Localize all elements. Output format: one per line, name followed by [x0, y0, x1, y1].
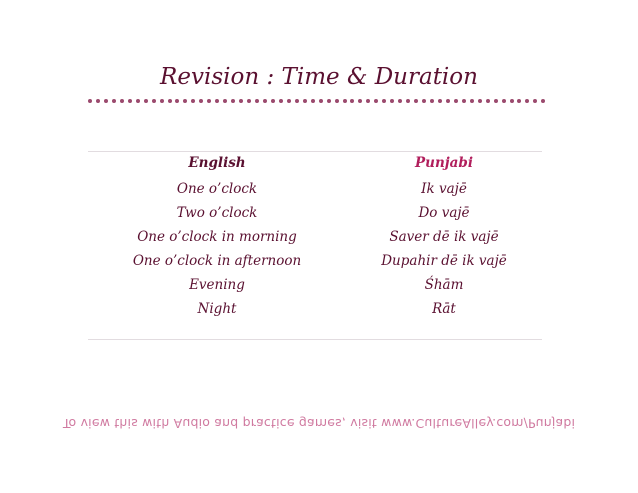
divider-dot	[271, 99, 275, 103]
divider-dot	[343, 99, 347, 103]
divider-dot	[215, 99, 219, 103]
divider-dot	[478, 99, 482, 103]
divider-dot	[358, 99, 362, 103]
cell-punjabi-6: Rāt	[432, 301, 456, 317]
divider-dot	[223, 99, 227, 103]
divider-dot	[168, 99, 172, 103]
cell-english-2: Two o’clock	[176, 205, 258, 221]
divider-dot	[303, 99, 307, 103]
divider-dot	[446, 99, 450, 103]
divider-dot	[319, 99, 323, 103]
divider-dot	[199, 99, 203, 103]
divider-dot	[104, 99, 108, 103]
table-top-rule	[88, 151, 542, 152]
divider-dot	[96, 99, 100, 103]
divider-dot	[533, 99, 537, 103]
divider-dot	[398, 99, 402, 103]
divider-dot	[239, 99, 243, 103]
dotted-divider	[88, 97, 546, 105]
cell-english-5: Evening	[189, 277, 245, 293]
divider-dot	[541, 99, 545, 103]
divider-dot	[438, 99, 442, 103]
cell-english-4: One o’clock in afternoon	[132, 253, 302, 269]
cell-punjabi-5: Śhām	[424, 277, 464, 293]
cell-punjabi-1: Ik vajē	[421, 181, 467, 197]
divider-dot	[231, 99, 235, 103]
cell-punjabi-2: Do vajē	[418, 205, 470, 221]
cell-english-3: One o’clock in morning	[137, 229, 297, 245]
divider-dot	[366, 99, 370, 103]
divider-dot	[430, 99, 434, 103]
cell-punjabi-3: Saver dē ik vajē	[389, 229, 499, 245]
header-punjabi: Punjabi	[415, 155, 473, 171]
divider-dot	[279, 99, 283, 103]
cell-english-6: Night	[197, 301, 237, 317]
divider-dot	[494, 99, 498, 103]
divider-dot	[263, 99, 267, 103]
table-bottom-rule	[88, 339, 542, 340]
divider-dot	[406, 99, 410, 103]
divider-dot	[454, 99, 458, 103]
divider-dot	[502, 99, 506, 103]
divider-dot	[136, 99, 140, 103]
divider-dot	[374, 99, 378, 103]
divider-dot	[327, 99, 331, 103]
divider-dot	[382, 99, 386, 103]
divider-dot	[247, 99, 251, 103]
divider-dot	[390, 99, 394, 103]
divider-dot	[207, 99, 211, 103]
divider-dot	[517, 99, 521, 103]
divider-dot	[486, 99, 490, 103]
divider-dot	[128, 99, 132, 103]
divider-dot	[144, 99, 148, 103]
divider-dot	[525, 99, 529, 103]
divider-dot	[287, 99, 291, 103]
divider-dot	[414, 99, 418, 103]
header-english: English	[188, 155, 246, 171]
divider-dot	[335, 99, 339, 103]
cell-english-1: One o’clock	[176, 181, 258, 197]
divider-dot	[350, 99, 354, 103]
divider-dot	[88, 99, 92, 103]
slide-title: Revision : Time & Duration	[160, 64, 478, 90]
divider-dot	[510, 99, 514, 103]
divider-dot	[311, 99, 315, 103]
divider-dot	[160, 99, 164, 103]
divider-dot	[422, 99, 426, 103]
divider-dot	[462, 99, 466, 103]
divider-dot	[295, 99, 299, 103]
divider-dot	[191, 99, 195, 103]
divider-dot	[183, 99, 187, 103]
footer-website-link[interactable]: To view this with Audio and practice games, visit www.CultureAlley.com/Punjabi	[62, 416, 576, 431]
divider-dot	[112, 99, 116, 103]
divider-dot	[470, 99, 474, 103]
divider-dot	[175, 99, 179, 103]
divider-dot	[255, 99, 259, 103]
divider-dot	[120, 99, 124, 103]
divider-dot	[152, 99, 156, 103]
cell-punjabi-4: Dupahir dē ik vajē	[381, 253, 507, 269]
